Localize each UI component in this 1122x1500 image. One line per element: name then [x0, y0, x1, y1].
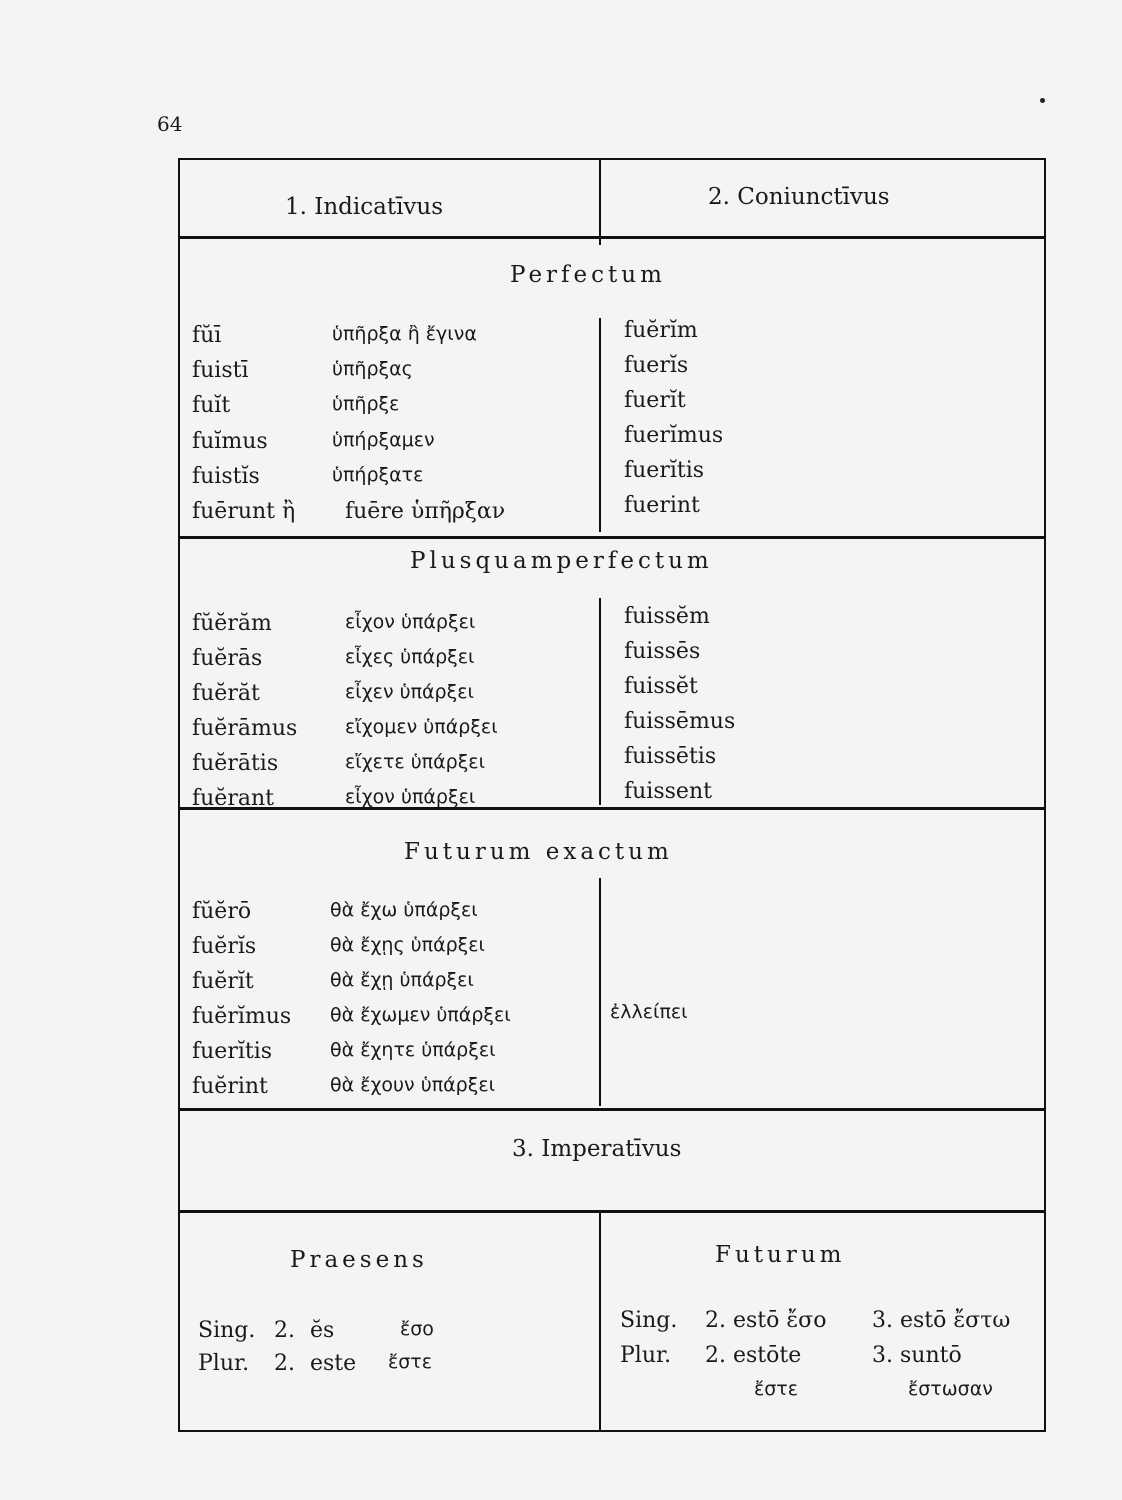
perf-ind-latin: fuĭmus [192, 429, 268, 454]
plusq-ind-greek: εἶχον ὑπάρξει [345, 611, 476, 633]
section-title-futurum-exactum: Futurum exactum [404, 839, 673, 865]
imp-praesens-person: 2. [274, 1318, 295, 1343]
perf-ind-greek: ὑπῆρξας [332, 358, 413, 380]
plusq-ind-greek: εἴχετε ὑπάρξει [345, 751, 486, 773]
stray-dot [1040, 98, 1045, 103]
imp-praesens-latin: este [310, 1351, 357, 1376]
plusq-subj: fuissēs [624, 639, 701, 664]
header-indicativus: 1. Indicatīvus [285, 194, 444, 220]
imp-futurum-title: Futurum [715, 1242, 846, 1268]
plusq-subj: fuissĕm [624, 604, 710, 629]
perf-subj: fuerint [624, 493, 700, 518]
futex-subj-note: ἐλλείπει [610, 1001, 688, 1023]
imp-praesens-number: Sing. [198, 1318, 256, 1343]
perf-subj: fuerĭmus [624, 423, 724, 448]
imp-futurum-sing-p2: 2. estō ἔσο [705, 1308, 827, 1333]
perf-ind-latin: fuistī [192, 358, 249, 383]
rule-perfectum [180, 536, 1044, 539]
perf-ind-greek: fuēre ὑπῆρξαν [345, 499, 506, 524]
plusq-ind-greek: εἶχες ὑπάρξει [345, 646, 475, 668]
plusq-ind-latin: fuĕrăt [192, 681, 260, 706]
perf-subj: fuĕrĭm [624, 318, 698, 343]
imp-futurum-plur-p3: 3. suntō [872, 1343, 962, 1368]
plusq-ind-latin: fuĕrātis [192, 751, 279, 776]
header-imperativus: 3. Imperatīvus [512, 1136, 682, 1162]
plusq-ind-latin: fuĕrās [192, 646, 263, 671]
perf-subj: fuerĭt [624, 388, 686, 413]
imp-futurum-sing-label: Sing. [620, 1308, 678, 1333]
imp-praesens-person: 2. [274, 1351, 295, 1376]
plusq-subj: fuissēmus [624, 709, 736, 734]
futex-ind-greek: θὰ ἔχω ὑπάρξει [330, 899, 478, 921]
imp-praesens-title: Praesens [290, 1247, 428, 1273]
plusq-subj: fuissētis [624, 744, 717, 769]
header-divider [599, 160, 601, 245]
perf-ind-latin: fuērunt ἢ [192, 499, 296, 524]
imp-futurum-plur-p3-greek: ἔστωσαν [908, 1378, 993, 1400]
perf-ind-greek: ὑπῆρξε [332, 393, 400, 415]
rule-futurum-exactum [180, 1108, 1044, 1111]
rule-imperativus [180, 1210, 1044, 1213]
perf-ind-latin: fuĭt [192, 393, 231, 418]
plusq-ind-latin: fuĕrāmus [192, 716, 298, 741]
futex-ind-latin: fŭĕrō [192, 899, 252, 924]
futex-ind-latin: fuĕrint [192, 1074, 268, 1099]
perf-subj: fuerĭtis [624, 458, 705, 483]
imp-futurum-plur-label: Plur. [620, 1343, 672, 1368]
header-rule [180, 236, 1044, 239]
section-title-perfectum: Perfectum [510, 262, 666, 288]
perf-ind-greek: ὑπήρξατε [332, 464, 424, 486]
imp-futurum-sing-p3: 3. estō ἔστω [872, 1308, 1011, 1333]
futex-ind-greek: θὰ ἔχῃ ὑπάρξει [330, 969, 474, 991]
rule-plusquamperfectum [180, 807, 1044, 810]
imp-futurum-plur-p2-greek: ἔστε [754, 1378, 799, 1400]
divider-imperativus [599, 1210, 601, 1432]
perf-ind-latin: fŭī [192, 323, 222, 348]
imp-praesens-number: Plur. [198, 1351, 250, 1376]
divider-plusquamperfectum [599, 598, 601, 805]
futex-ind-latin: fuĕrĭs [192, 934, 257, 959]
futex-ind-latin: fuĕrĭt [192, 969, 254, 994]
imp-praesens-greek: ἔσο [400, 1318, 434, 1340]
page-number: 64 [157, 112, 183, 136]
plusq-ind-latin: fŭĕrăm [192, 611, 272, 636]
imp-praesens-latin: ĕs [310, 1318, 335, 1343]
futex-ind-greek: θὰ ἔχουν ὑπάρξει [330, 1074, 496, 1096]
plusq-subj: fuissent [624, 779, 712, 804]
divider-futurum-exactum [599, 878, 601, 1106]
imp-praesens-greek: ἔστε [388, 1351, 433, 1373]
plusq-ind-greek: εἶχον ὑπάρξει [345, 786, 476, 808]
conjugation-table [178, 158, 1046, 1432]
divider-perfectum [599, 318, 601, 532]
futex-ind-greek: θὰ ἔχωμεν ὑπάρξει [330, 1004, 511, 1026]
section-title-plusquamperfectum: Plusquamperfectum [410, 548, 713, 574]
header-coniunctivus: 2. Coniunctīvus [708, 184, 890, 210]
plusq-ind-greek: εἴχομεν ὑπάρξει [345, 716, 498, 738]
plusq-ind-latin: fuĕrant [192, 786, 274, 811]
futex-ind-latin: fuerĭtis [192, 1039, 273, 1064]
futex-ind-latin: fuĕrĭmus [192, 1004, 292, 1029]
imp-futurum-plur-p2: 2. estōte [705, 1343, 802, 1368]
plusq-subj: fuissĕt [624, 674, 698, 699]
perf-ind-latin: fuistĭs [192, 464, 260, 489]
futex-ind-greek: θὰ ἔχῃς ὑπάρξει [330, 934, 485, 956]
perf-ind-greek: ὑπήρξαμεν [332, 429, 435, 451]
plusq-ind-greek: εἶχεν ὑπάρξει [345, 681, 474, 703]
futex-ind-greek: θὰ ἔχητε ὑπάρξει [330, 1039, 496, 1061]
perf-subj: fuerĭs [624, 353, 689, 378]
perf-ind-greek: ὑπῆρξα ἢ ἔγινα [332, 323, 477, 345]
